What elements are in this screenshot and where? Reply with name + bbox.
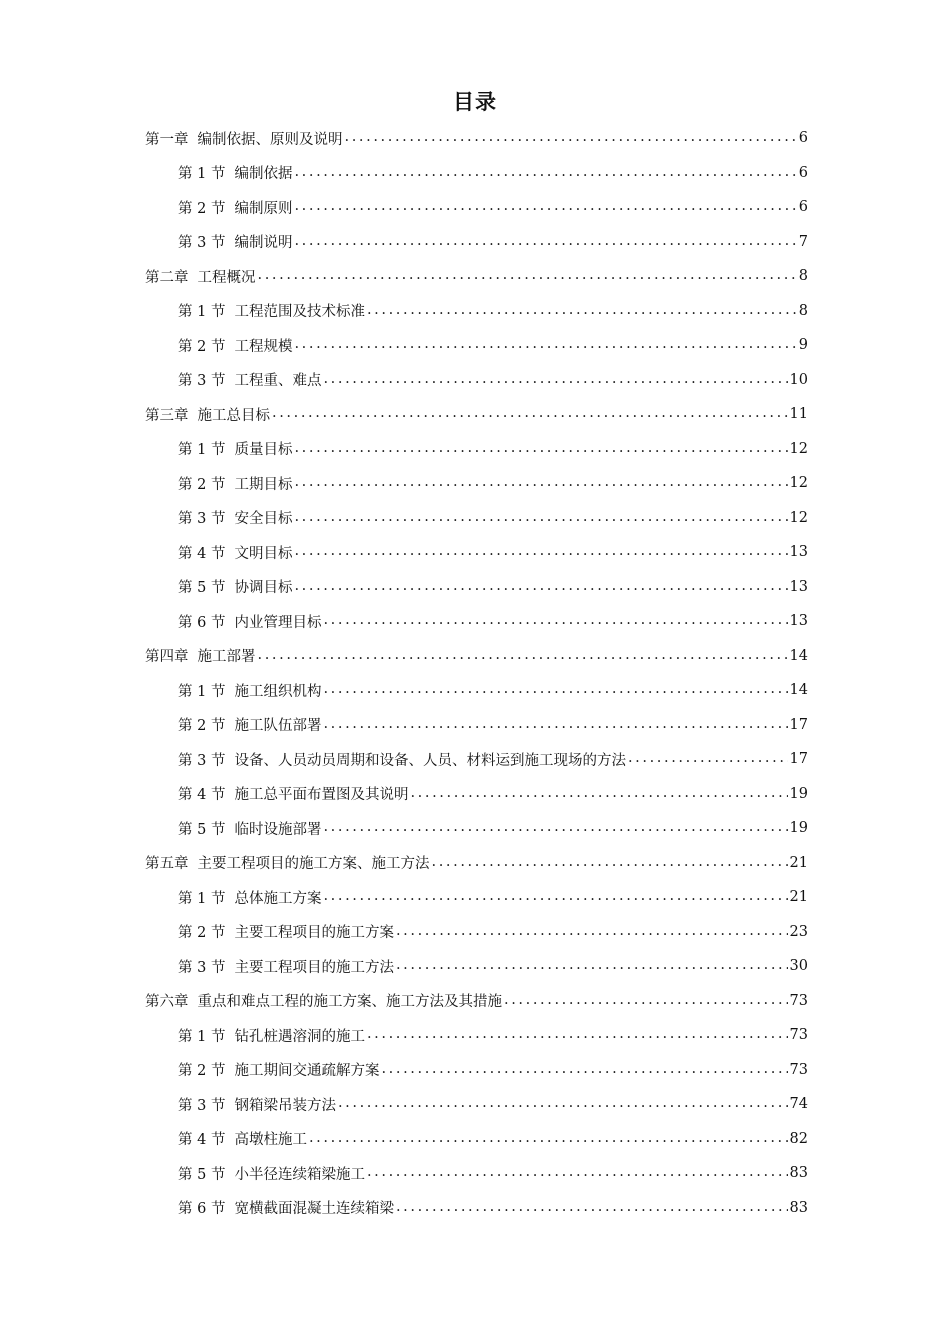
toc-entry-text: 宽横截面混凝土连续箱梁 bbox=[234, 1201, 394, 1218]
toc-dot-leader bbox=[294, 440, 787, 456]
toc-section-entry[interactable] bbox=[145, 1087, 808, 1122]
toc-dot-leader bbox=[338, 1095, 788, 1111]
toc-entry-label bbox=[178, 714, 321, 735]
toc-dot-leader bbox=[272, 405, 788, 421]
toc-entry-number: 第二章 bbox=[145, 269, 189, 286]
toc-chapter-entry[interactable] bbox=[145, 397, 808, 432]
toc-section-entry[interactable] bbox=[145, 777, 808, 812]
toc-entry-number: 第四章 bbox=[145, 649, 189, 666]
toc-chapter-entry[interactable] bbox=[145, 121, 808, 156]
toc-page-number: 6 bbox=[798, 164, 808, 181]
toc-entry-text: 工程范围及技术标准 bbox=[234, 304, 365, 321]
toc-entry-number: 第 5 节 bbox=[178, 821, 226, 838]
toc-dot-leader bbox=[323, 371, 787, 387]
toc-entry-text: 协调目标 bbox=[234, 580, 293, 597]
toc-entry-number: 第 2 节 bbox=[178, 1063, 226, 1080]
toc-section-entry[interactable] bbox=[145, 156, 808, 191]
toc-entry-text: 主要工程项目的施工方案 bbox=[234, 925, 394, 942]
toc-entry-label bbox=[145, 266, 256, 287]
toc-chapter-entry[interactable] bbox=[145, 984, 808, 1019]
toc-entry-number: 第五章 bbox=[145, 856, 189, 873]
toc-dot-leader bbox=[323, 716, 787, 732]
toc-entry-text: 施工总平面布置图及其说明 bbox=[234, 787, 409, 804]
toc-entry-label bbox=[178, 1197, 394, 1218]
toc-entry-number: 第 4 节 bbox=[178, 1132, 226, 1149]
toc-entry-label bbox=[178, 542, 292, 563]
toc-entry-number: 第 4 节 bbox=[178, 787, 226, 804]
toc-entry-text: 工程重、难点 bbox=[234, 373, 322, 390]
toc-section-entry[interactable] bbox=[145, 225, 808, 260]
toc-page-number: 73 bbox=[789, 1061, 808, 1078]
toc-entry-number: 第一章 bbox=[145, 131, 189, 148]
toc-section-entry[interactable] bbox=[145, 363, 808, 398]
toc-page-number: 23 bbox=[789, 923, 808, 940]
toc-dot-leader bbox=[258, 647, 788, 663]
toc-dot-leader bbox=[294, 336, 796, 352]
toc-entry-text: 施工队伍部署 bbox=[234, 718, 322, 735]
toc-entry-text: 施工组织机构 bbox=[234, 683, 322, 700]
toc-entry-number: 第 1 节 bbox=[178, 304, 226, 321]
toc-section-entry[interactable] bbox=[145, 949, 808, 984]
toc-entry-label bbox=[178, 576, 292, 597]
toc-page-number: 13 bbox=[789, 613, 808, 630]
toc-page-number: 30 bbox=[789, 958, 808, 975]
toc-entry-number: 第 5 节 bbox=[178, 580, 226, 597]
toc-entry-number: 第 3 节 bbox=[178, 235, 226, 252]
toc-entry-number: 第 3 节 bbox=[178, 511, 226, 528]
toc-entry-label bbox=[145, 990, 502, 1011]
toc-entry-number: 第 2 节 bbox=[178, 476, 226, 493]
toc-entry-number: 第 5 节 bbox=[178, 1166, 226, 1183]
toc-entry-label bbox=[178, 231, 292, 252]
toc-entry-label bbox=[178, 438, 292, 459]
toc-entry-text: 工期目标 bbox=[234, 476, 293, 493]
toc-entry-text: 钻孔桩遇溶洞的施工 bbox=[234, 1028, 365, 1045]
toc-dot-leader bbox=[345, 129, 797, 145]
toc-section-entry[interactable] bbox=[145, 328, 808, 363]
toc-page-number: 9 bbox=[798, 337, 808, 354]
toc-dot-leader bbox=[504, 992, 788, 1008]
toc-entry-text: 小半径连续箱梁施工 bbox=[234, 1166, 365, 1183]
toc-entry-label bbox=[145, 645, 256, 666]
toc-page-number: 13 bbox=[789, 544, 808, 561]
toc-page-number: 17 bbox=[789, 716, 808, 733]
toc-entry-number: 第 3 节 bbox=[178, 373, 226, 390]
toc-entry-number: 第 1 节 bbox=[178, 1028, 226, 1045]
toc-section-entry[interactable] bbox=[145, 432, 808, 467]
toc-page-number: 17 bbox=[789, 751, 808, 768]
toc-entry-label bbox=[178, 1094, 336, 1115]
toc-page-number: 10 bbox=[789, 371, 808, 388]
toc-page-number: 6 bbox=[798, 130, 808, 147]
toc-entry-text: 工程规模 bbox=[234, 338, 293, 355]
toc-page-number: 12 bbox=[789, 475, 808, 492]
toc-dot-leader bbox=[410, 785, 787, 801]
toc-section-entry[interactable] bbox=[145, 535, 808, 570]
toc-page-number: 6 bbox=[798, 199, 808, 216]
toc-entry-text: 主要工程项目的施工方案、施工方法 bbox=[197, 856, 430, 873]
toc-entry-label bbox=[178, 369, 321, 390]
toc-section-entry[interactable] bbox=[145, 1018, 808, 1053]
toc-entry-label bbox=[178, 783, 408, 804]
toc-dot-leader bbox=[628, 750, 788, 766]
toc-section-entry[interactable] bbox=[145, 708, 808, 743]
toc-entry-label bbox=[145, 852, 430, 873]
toc-entry-label bbox=[178, 1163, 365, 1184]
toc-dot-leader bbox=[294, 474, 787, 490]
toc-entry-label bbox=[145, 128, 343, 149]
toc-entry-number: 第 3 节 bbox=[178, 752, 226, 769]
toc-page-number: 74 bbox=[789, 1096, 808, 1113]
toc-section-entry[interactable] bbox=[145, 1122, 808, 1157]
toc-entry-text: 施工部署 bbox=[197, 649, 256, 666]
toc-entry-text: 临时设施部署 bbox=[234, 821, 322, 838]
toc-entry-text: 编制依据 bbox=[234, 166, 293, 183]
toc-section-entry[interactable] bbox=[145, 915, 808, 950]
toc-section-entry[interactable] bbox=[145, 673, 808, 708]
toc-entry-label bbox=[178, 473, 292, 494]
toc-page-number: 83 bbox=[789, 1165, 808, 1182]
toc-entry-text: 工程概况 bbox=[197, 269, 256, 286]
toc-dot-leader bbox=[432, 854, 788, 870]
toc-dot-leader bbox=[367, 1026, 788, 1042]
toc-dot-leader bbox=[381, 1061, 787, 1077]
toc-dot-leader bbox=[294, 543, 787, 559]
toc-dot-leader bbox=[367, 302, 797, 318]
toc-dot-leader bbox=[258, 267, 797, 283]
toc-dot-leader bbox=[323, 681, 787, 697]
toc-entry-text: 内业管理目标 bbox=[234, 614, 322, 631]
toc-page-number: 12 bbox=[789, 440, 808, 457]
toc-entry-label bbox=[178, 197, 292, 218]
toc-section-entry[interactable] bbox=[145, 1156, 808, 1191]
toc-entry-text: 编制原则 bbox=[234, 200, 293, 217]
toc-page-number: 7 bbox=[798, 233, 808, 250]
toc-entry-text: 高墩柱施工 bbox=[234, 1132, 307, 1149]
toc-entry-label bbox=[145, 404, 270, 425]
toc-entry-text: 设备、人员动员周期和设备、人员、材料运到施工现场的方法 bbox=[234, 752, 626, 769]
toc-entry-number: 第 2 节 bbox=[178, 200, 226, 217]
toc-dot-leader bbox=[294, 164, 796, 180]
toc-page-number: 14 bbox=[789, 682, 808, 699]
toc-entry-text: 质量目标 bbox=[234, 442, 293, 459]
toc-entry-label bbox=[178, 887, 321, 908]
toc-entry-number: 第 2 节 bbox=[178, 338, 226, 355]
toc-dot-leader bbox=[323, 612, 787, 628]
toc-entry-label bbox=[178, 818, 321, 839]
toc-chapter-entry[interactable] bbox=[145, 846, 808, 881]
toc-page-number: 21 bbox=[789, 854, 808, 871]
toc-entry-text: 主要工程项目的施工方法 bbox=[234, 959, 394, 976]
toc-entry-text: 总体施工方案 bbox=[234, 890, 322, 907]
toc-section-entry[interactable] bbox=[145, 294, 808, 329]
toc-chapter-entry[interactable] bbox=[145, 259, 808, 294]
toc-entry-label bbox=[178, 611, 321, 632]
toc-page-number: 21 bbox=[789, 889, 808, 906]
toc-dot-leader bbox=[396, 957, 788, 973]
toc-page-number: 73 bbox=[789, 992, 808, 1009]
toc-entry-label bbox=[178, 1059, 379, 1080]
toc-section-entry[interactable] bbox=[145, 501, 808, 536]
toc-dot-leader bbox=[396, 1199, 788, 1215]
toc-dot-leader bbox=[294, 578, 787, 594]
toc-section-entry[interactable] bbox=[145, 604, 808, 639]
toc-entry-number: 第 1 节 bbox=[178, 890, 226, 907]
toc-section-entry[interactable] bbox=[145, 1191, 808, 1226]
toc-page-number: 12 bbox=[789, 509, 808, 526]
toc-entry-number: 第 6 节 bbox=[178, 614, 226, 631]
toc-dot-leader bbox=[323, 888, 787, 904]
toc-section-entry[interactable] bbox=[145, 880, 808, 915]
toc-section-entry[interactable] bbox=[145, 1053, 808, 1088]
toc-entry-text: 安全目标 bbox=[234, 511, 293, 528]
toc-dot-leader bbox=[396, 923, 788, 939]
toc-dot-leader bbox=[323, 819, 787, 835]
toc-dot-leader bbox=[367, 1164, 788, 1180]
toc-entry-number: 第 3 节 bbox=[178, 959, 226, 976]
toc-entry-label bbox=[178, 956, 394, 977]
toc-entry-text: 钢箱梁吊装方法 bbox=[234, 1097, 336, 1114]
toc-page-number: 11 bbox=[789, 406, 808, 423]
toc-page-number: 19 bbox=[789, 820, 808, 837]
toc-page-number: 8 bbox=[798, 268, 808, 285]
toc-entry-label bbox=[178, 749, 626, 770]
toc-section-entry[interactable] bbox=[145, 190, 808, 225]
toc-entry-text: 编制说明 bbox=[234, 235, 293, 252]
toc-page-number: 13 bbox=[789, 578, 808, 595]
toc-entry-text: 文明目标 bbox=[234, 545, 293, 562]
toc-entry-number: 第 3 节 bbox=[178, 1097, 226, 1114]
toc-entry-number: 第六章 bbox=[145, 994, 189, 1011]
toc-entry-text: 施工总目标 bbox=[197, 407, 270, 424]
toc-dot-leader bbox=[294, 233, 796, 249]
toc-entry-label bbox=[178, 507, 292, 528]
toc-entry-number: 第 1 节 bbox=[178, 683, 226, 700]
toc-entry-number: 第 1 节 bbox=[178, 166, 226, 183]
toc-entry-text: 编制依据、原则及说明 bbox=[197, 131, 343, 148]
toc-dot-leader bbox=[294, 198, 796, 214]
toc-entry-number: 第三章 bbox=[145, 407, 189, 424]
toc-entry-label bbox=[178, 300, 365, 321]
toc-section-entry[interactable] bbox=[145, 742, 808, 777]
toc-page-number: 8 bbox=[798, 302, 808, 319]
toc-page-number: 83 bbox=[789, 1199, 808, 1216]
toc-entry-label bbox=[178, 1025, 365, 1046]
toc-dot-leader bbox=[309, 1130, 788, 1146]
toc-entry-number: 第 2 节 bbox=[178, 925, 226, 942]
toc-entry-number: 第 1 节 bbox=[178, 442, 226, 459]
table-of-contents bbox=[145, 121, 808, 1225]
toc-entry-number: 第 6 节 bbox=[178, 1201, 226, 1218]
toc-entry-number: 第 2 节 bbox=[178, 718, 226, 735]
toc-title: 目录 bbox=[453, 90, 497, 114]
toc-page-number: 14 bbox=[789, 647, 808, 664]
toc-page-number: 73 bbox=[789, 1027, 808, 1044]
toc-entry-text: 重点和难点工程的施工方案、施工方法及其措施 bbox=[197, 994, 502, 1011]
toc-section-entry[interactable] bbox=[145, 811, 808, 846]
toc-entry-number: 第 4 节 bbox=[178, 545, 226, 562]
toc-chapter-entry[interactable] bbox=[145, 639, 808, 674]
toc-entry-label bbox=[178, 335, 292, 356]
toc-entry-label bbox=[178, 680, 321, 701]
toc-entry-label bbox=[178, 921, 394, 942]
toc-section-entry[interactable] bbox=[145, 466, 808, 501]
toc-entry-label bbox=[178, 1128, 307, 1149]
toc-page-number: 82 bbox=[789, 1130, 808, 1147]
toc-dot-leader bbox=[294, 509, 787, 525]
toc-page-number: 19 bbox=[789, 785, 808, 802]
toc-entry-text: 施工期间交通疏解方案 bbox=[234, 1063, 380, 1080]
toc-entry-label bbox=[178, 162, 292, 183]
toc-section-entry[interactable] bbox=[145, 570, 808, 605]
